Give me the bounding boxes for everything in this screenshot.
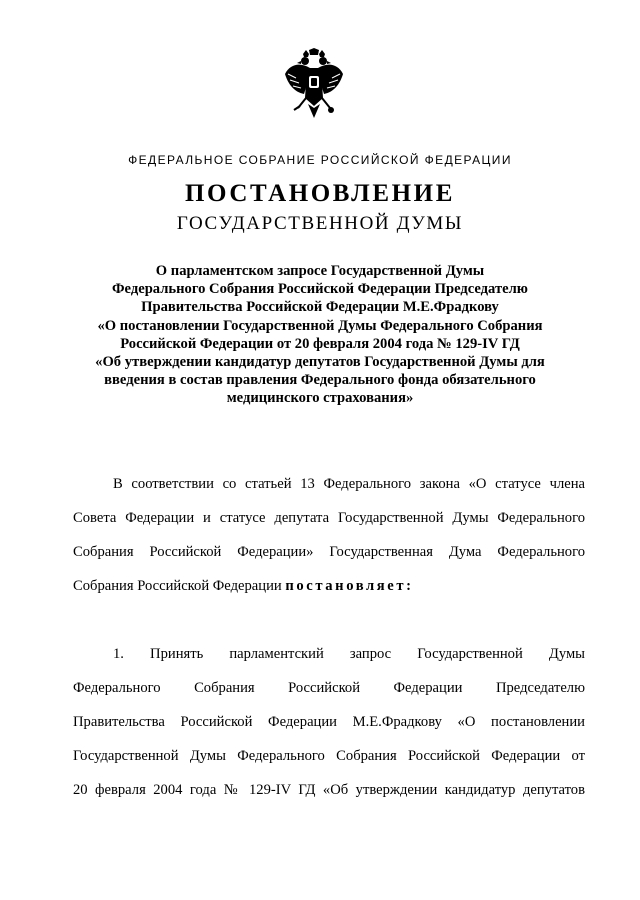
heading-line: медицинского страхования» — [226, 390, 414, 407]
double-headed-eagle-icon — [282, 48, 346, 128]
paragraph-line: Федерального Собрания Российской Федерации Председателю — [73, 680, 585, 696]
paragraph-line — [73, 569, 585, 603]
heading-line: «О постановлении Государственной Думы Федерального Собрания — [97, 317, 543, 334]
heading-line: Федерального Собрания Российской Федерации Председателю — [112, 281, 528, 298]
paragraph-line: 1. Принять парламентский запрос Государственной Думы — [113, 646, 585, 662]
paragraph-line: Собрания Российской Федерации» Государственная Дума Федерального — [73, 544, 585, 560]
paragraph-line: Государственной Думы Федерального Собрания Российской Федерации от — [73, 748, 585, 764]
heading-line: «Об утверждении кандидатур депутатов Государственной Думы для — [95, 354, 545, 371]
document-subtitle: ГОСУДАРСТВЕННОЙ ДУМЫ — [176, 213, 464, 234]
paragraph-line: 20 февраля 2004 года № 129-IV ГД «Об утверждении кандидатур депутатов — [73, 782, 585, 798]
heading-line: Российской Федерации от 20 февраля 2004 года № 129-IV ГД — [120, 335, 520, 352]
paragraph-line: В соответствии со статьей 13 Федерального закона «О статусе члена — [113, 476, 585, 492]
paragraph-line: Совета Федерации и статусе депутата Государственной Думы Федерального — [73, 510, 585, 526]
resolution-heading — [90, 262, 550, 408]
preamble-paragraph — [73, 467, 585, 603]
heading-line: Правительства Российской Федерации М.Е.Фрадкову — [141, 299, 499, 316]
paragraph-text: Собрания Российской Федерации — [73, 578, 282, 594]
document-title: ПОСТАНОВЛЕНИЕ — [184, 180, 456, 207]
item-1-paragraph — [73, 637, 585, 807]
heading-line: введения в состав правления Федерального фонда обязательного — [104, 372, 536, 389]
paragraph-line: Правительства Российской Федерации М.Е.Фрадкову «О постановлении — [73, 714, 585, 730]
organization-name: ФЕДЕРАЛЬНОЕ СОБРАНИЕ РОССИЙСКОЙ ФЕДЕРАЦИИ — [128, 153, 512, 167]
heading-line: О парламентском запросе Государственной Думы — [155, 263, 485, 279]
decree-word: постановляет: — [285, 578, 414, 594]
